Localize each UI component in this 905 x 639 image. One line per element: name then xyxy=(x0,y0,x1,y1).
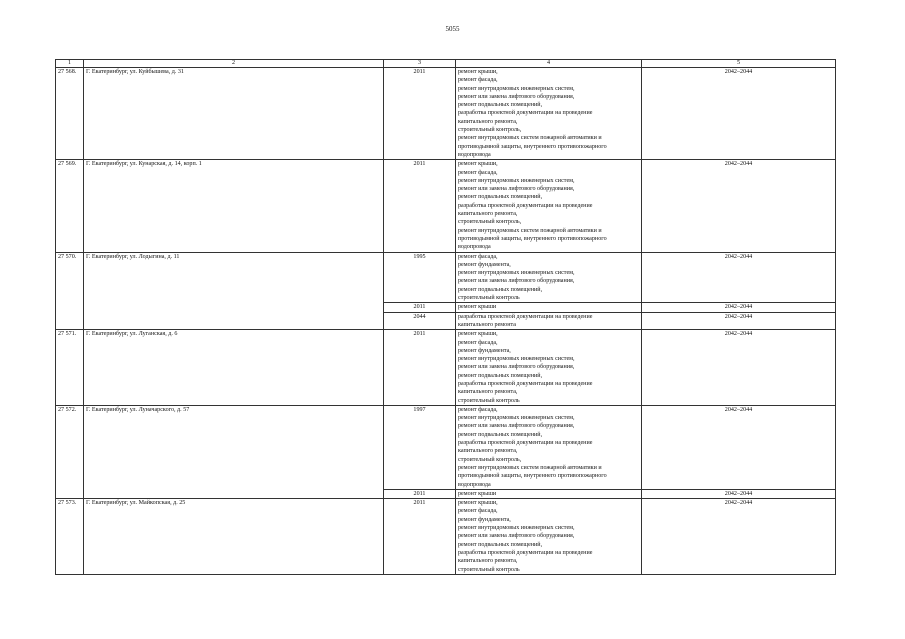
repair-works: разработка проектной документации на проведение капитального ремонта xyxy=(456,312,642,330)
construction-year: 1997 xyxy=(384,405,456,489)
table-row xyxy=(56,405,836,489)
repair-works: ремонт крыши, ремонт фасада, ремонт фундамента, ремонт внутридомовых инженерных систем, ремонт или замена лифтового оборудования, ремонт подвальных помещений, разработка проектной документации на проведение капитального ремонта, строительный контроль xyxy=(456,330,642,406)
planned-period: 2042–2044 xyxy=(642,499,836,575)
planned-period: 2042–2044 xyxy=(642,312,836,330)
construction-year: 2011 xyxy=(384,68,456,160)
table-row xyxy=(56,330,836,406)
table-body xyxy=(56,68,836,575)
construction-year: 2011 xyxy=(384,499,456,575)
header-row xyxy=(56,60,836,68)
table-row xyxy=(56,68,836,160)
planned-period: 2042–2044 xyxy=(642,303,836,312)
repair-works: ремонт крыши, ремонт фасада, ремонт внутридомовых инженерных систем, ремонт или замена лифтового оборудования, ремонт подвальных помещений, разработка проектной документации на проведение капитального ремонта, строительный контроль, ремонт внутридомовых систем пожарной автоматики и противодымной защиты, внутреннего противопожарного водопровода xyxy=(456,160,642,252)
building-address: Г. Екатеринбург, ул. Кунарская, д. 14, корп. 1 xyxy=(84,160,384,252)
planned-period: 2042–2044 xyxy=(642,489,836,498)
column-header-1: 1 xyxy=(56,60,84,68)
planned-period: 2042–2044 xyxy=(642,330,836,406)
building-address: Г. Екатеринбург, ул. Луганская, д. 6 xyxy=(84,330,384,406)
record-number: 27 572. xyxy=(56,405,84,498)
column-header-3: 3 xyxy=(384,60,456,68)
building-address: Г. Екатеринбург, ул. Куйбышева, д. 31 xyxy=(84,68,384,160)
repair-works: ремонт крыши xyxy=(456,489,642,498)
page-number: 5055 xyxy=(445,25,460,33)
construction-year: 2011 xyxy=(384,303,456,312)
repair-works: ремонт фасада, ремонт фундамента, ремонт внутридомовых инженерных систем, ремонт или замена лифтового оборудования, ремонт подвальных помещений, строительный контроль xyxy=(456,252,642,303)
repair-works: ремонт фасада, ремонт внутридомовых инженерных систем, ремонт или замена лифтового оборудования, ремонт подвальных помещений, разработка проектной документации на проведение капитального ремонта, строительный контроль, ремонт внутридомовых систем пожарной автоматики и противодымной защиты, внутреннего противопожарного водопровода xyxy=(456,405,642,489)
building-address: Г. Екатеринбург, ул. Луначарского, д. 57 xyxy=(84,405,384,498)
construction-year: 2011 xyxy=(384,330,456,406)
column-header-2: 2 xyxy=(84,60,384,68)
planned-period: 2042–2044 xyxy=(642,68,836,160)
record-number: 27 573. xyxy=(56,499,84,575)
record-number: 27 569. xyxy=(56,160,84,252)
record-number: 27 571. xyxy=(56,330,84,406)
record-number: 27 570. xyxy=(56,252,84,330)
planned-period: 2042–2044 xyxy=(642,160,836,252)
construction-year: 2011 xyxy=(384,489,456,498)
repair-works: ремонт крыши xyxy=(456,303,642,312)
construction-year: 2011 xyxy=(384,160,456,252)
building-address: Г. Екатеринбург, ул. Лодыгина, д. 11 xyxy=(84,252,384,330)
table-row xyxy=(56,499,836,575)
repair-schedule-table xyxy=(55,59,836,575)
column-header-4: 4 xyxy=(456,60,642,68)
planned-period: 2042–2044 xyxy=(642,405,836,489)
construction-year: 2044 xyxy=(384,312,456,330)
table-row xyxy=(56,160,836,252)
building-address: Г. Екатеринбург, ул. Майкопская, д. 25 xyxy=(84,499,384,575)
repair-works: ремонт крыши, ремонт фасада, ремонт фундамента, ремонт внутридомовых инженерных систем, ремонт или замена лифтового оборудования, ремонт подвальных помещений, разработка проектной документации на проведение капитального ремонта, строительный контроль xyxy=(456,499,642,575)
repair-works: ремонт крыши, ремонт фасада, ремонт внутридомовых инженерных систем, ремонт или замена лифтового оборудования, ремонт подвальных помещений, разработка проектной документации на проведение капитального ремонта, строительный контроль, ремонт внутридомовых систем пожарной автоматики и противодымной защиты, внутреннего противопожарного водопровода xyxy=(456,68,642,160)
record-number: 27 568. xyxy=(56,68,84,160)
table-row xyxy=(56,252,836,303)
planned-period: 2042–2044 xyxy=(642,252,836,303)
construction-year: 1995 xyxy=(384,252,456,303)
column-header-5: 5 xyxy=(642,60,836,68)
